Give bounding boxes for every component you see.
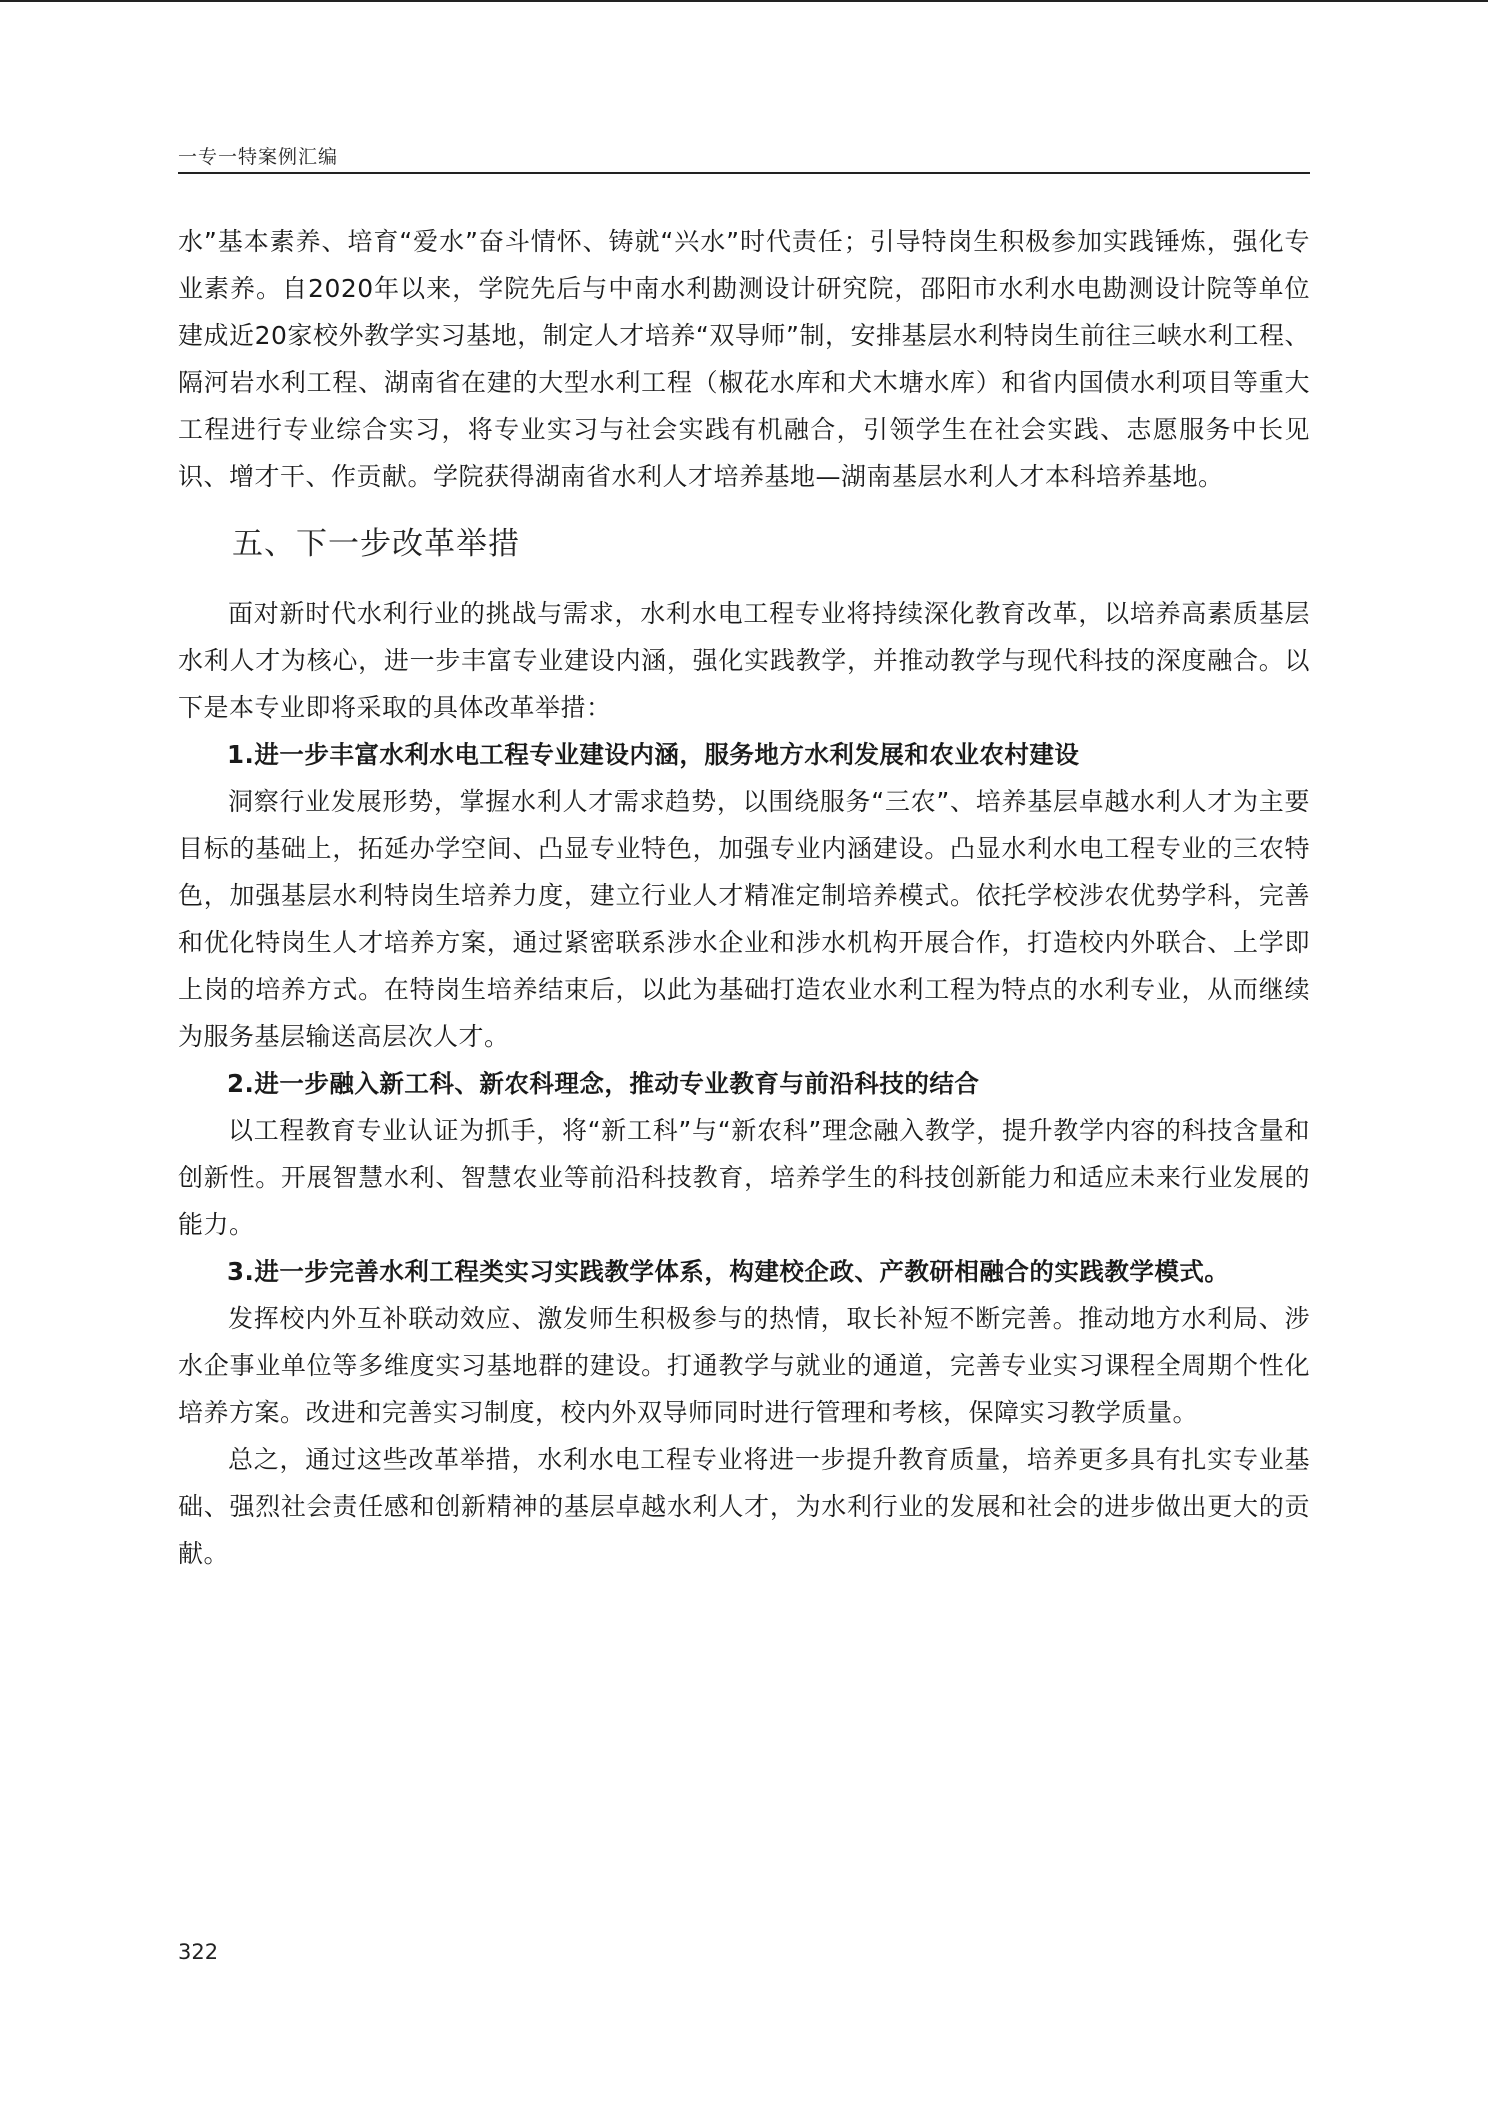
measure-3-text: 发挥校内外互补联动效应、激发师生积极参与的热情，取长补短不断完善。推动地方水利局、涉水企事业单位等多维度实习基地群的建设。打通教学与就业的通道，完善专业实习课程全周期个性化培养方案。改进和完善实习制度，校内外双导师同时进行管理和考核，保障实习教学质量。 — [178, 1304, 1310, 1427]
section-heading: 五、下一步改革举措 — [232, 526, 520, 562]
header-rule — [178, 172, 1310, 174]
paragraph-continued: 水”基本素养、培育“爱水”奋斗情怀、铸就“兴水”时代责任；引导特岗生积极参加实践锤炼，强化专业素养。自2020年以来，学院先后与中南水利勘测设计研究院，邵阳市水利水电勘测设计院等单位建成近20家校外教学实习基地，制定人才培养“双导师”制，安排基层水利特岗生前往三峡水利工程、隔河岩水利工程、湖南省在建的大型水利工程（椒花水库和犬木塘水库）和省内国债水利项目等重大工程进行专业综合实习，将专业实习与社会实践有机融合，引领学生在社会实践、志愿服务中长见识、增才干、作贡献。学院获得湖南省水利人才培养基地—湖南基层水利人才本科培养基地。 — [178, 227, 1310, 491]
conclusion-paragraph: 总之，通过这些改革举措，水利水电工程专业将进一步提升教育质量，培养更多具有扎实专业基础、强烈社会责任感和创新精神的基层卓越水利人才，为水利行业的发展和社会的进步做出更大的贡献。 — [178, 1445, 1310, 1568]
measure-2-text: 以工程教育专业认证为抓手，将“新工科”与“新农科”理念融入教学，提升教学内容的科技含量和创新性。开展智慧水利、智慧农业等前沿科技教育，培养学生的科技创新能力和适应未来行业发展的能力。 — [178, 1116, 1310, 1239]
measure-3-heading: 3.进一步完善水利工程类实习实践教学体系，构建校企政、产教研相融合的实践教学模式。 — [227, 1257, 1230, 1286]
running-header: 一专一特案例汇编 — [178, 146, 339, 168]
page-number: 322 — [178, 1940, 219, 1964]
top-border-line — [0, 0, 1488, 2]
intro-paragraph: 面对新时代水利行业的挑战与需求，水利水电工程专业将持续深化教育改革，以培养高素质基层水利人才为核心，进一步丰富专业建设内涵，强化实践教学，并推动教学与现代科技的深度融合。以下是本专业即将采取的具体改革举措： — [178, 599, 1310, 722]
body-text — [178, 218, 1310, 1577]
measure-2-heading: 2.进一步融入新工科、新农科理念，推动专业教育与前沿科技的结合 — [227, 1069, 980, 1098]
measure-1-heading: 1.进一步丰富水利水电工程专业建设内涵，服务地方水利发展和农业农村建设 — [227, 740, 1080, 769]
measure-1-text: 洞察行业发展形势，掌握水利人才需求趋势，以围绕服务“三农”、培养基层卓越水利人才为主要目标的基础上，拓延办学空间、凸显专业特色，加强专业内涵建设。凸显水利水电工程专业的三农特色，加强基层水利特岗生培养力度，建立行业人才精准定制培养模式。依托学校涉农优势学科，完善和优化特岗生人才培养方案，通过紧密联系涉水企业和涉水机构开展合作，打造校内外联合、上学即上岗的培养方式。在特岗生培养结束后，以此为基础打造农业水利工程为特点的水利专业，从而继续为服务基层输送高层次人才。 — [178, 787, 1310, 1051]
